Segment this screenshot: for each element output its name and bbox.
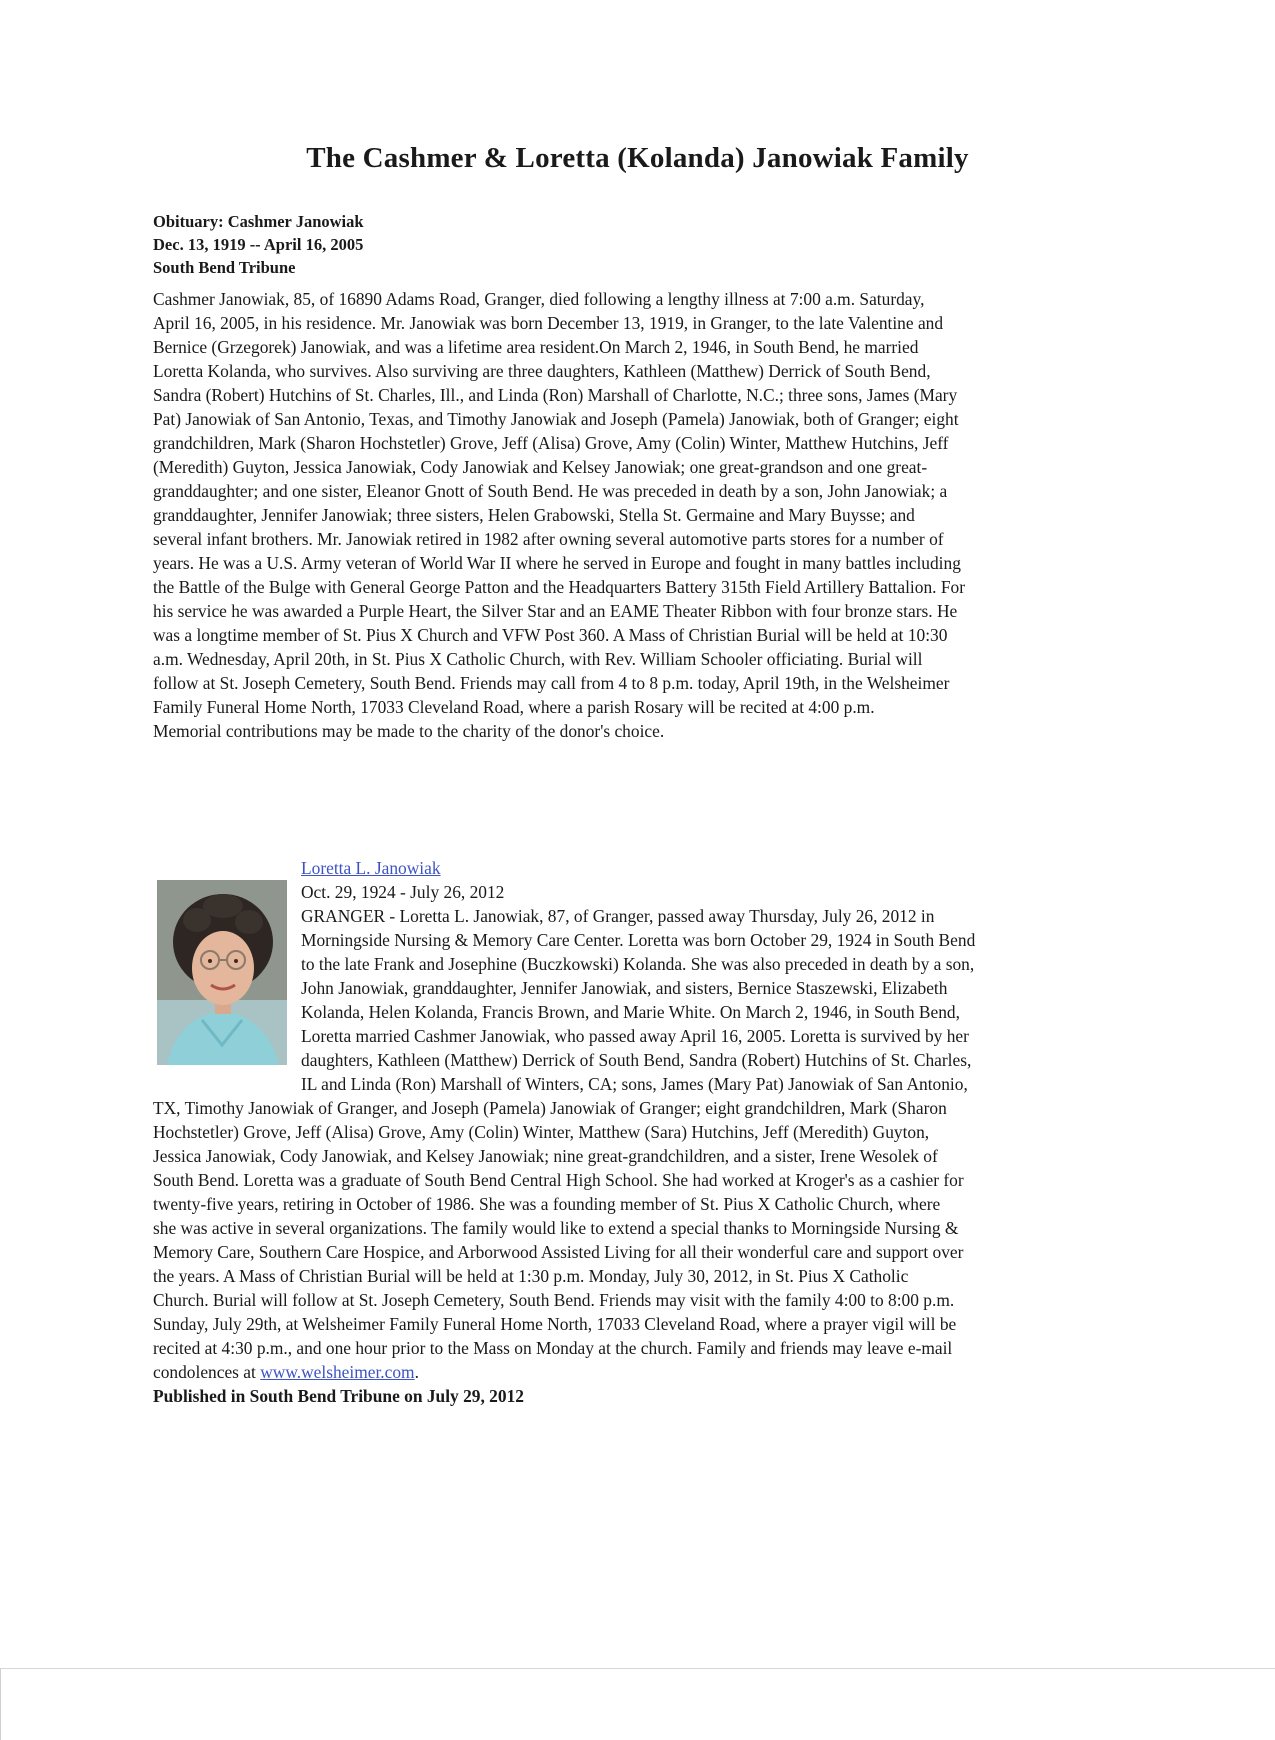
text-line: Memorial contributions may be made to the charity of the donor's choice. xyxy=(153,721,665,741)
text-line: Family Funeral Home North, 17033 Cleveland Road, where a parish Rosary will be recited at 4:00 p.m. xyxy=(153,697,875,717)
text-line: the years. A Mass of Christian Burial will be held at 1:30 p.m. Monday, July 30, 2012, in St. Pius X Catholic xyxy=(153,1266,909,1286)
loretta-portrait-photo xyxy=(157,880,287,1065)
text-line: a.m. Wednesday, April 20th, in St. Pius X Catholic Church, with Rev. William Schooler officiating. Burial will xyxy=(153,649,923,669)
text-line: twenty-five years, retiring in October of 1986. She was a founding member of St. Pius X Catholic Church, where xyxy=(153,1194,941,1214)
scan-edge-line xyxy=(0,1668,1275,1669)
text-line: granddaughter; and one sister, Eleanor Gnott of South Bend. He was preceded in death by a son, John Janowiak; a xyxy=(153,481,948,501)
text-line: GRANGER - Loretta L. Janowiak, 87, of Granger, passed away Thursday, July 26, 2012 in xyxy=(301,906,935,926)
text-line: the Battle of the Bulge with General George Patton and the Headquarters Battery 315th Field Artillery Battalion. For xyxy=(153,577,966,597)
text-line: Loretta Kolanda, who survives. Also surviving are three daughters, Kathleen (Matthew) Derrick of South Bend, xyxy=(153,361,931,381)
text-line: follow at St. Joseph Cemetery, South Bend. Friends may call from 4 to 8 p.m. today, April 19th, in the Welsheimer xyxy=(153,673,950,693)
loretta-obituary-intro xyxy=(301,856,1161,1096)
text-line: daughters, Kathleen (Matthew) Derrick of South Bend, Sandra (Robert) Hutchins of St. Charles, xyxy=(301,1050,972,1070)
condolences-suffix: . xyxy=(414,1362,419,1382)
text-line: his service he was awarded a Purple Heart, the Silver Star and an EAME Theater Ribbon with four bronze stars. He xyxy=(153,601,958,621)
text-line: (Meredith) Guyton, Jessica Janowiak, Cody Janowiak and Kelsey Janowiak; one great-grandson and one great- xyxy=(153,457,928,477)
obituary-source: South Bend Tribune xyxy=(153,258,296,277)
text-line: to the late Frank and Josephine (Buczkowski) Kolanda. She was also preceded in death by a son, xyxy=(301,954,975,974)
text-line: several infant brothers. Mr. Janowiak retired in 1982 after owning several automotive parts stores for a number of xyxy=(153,529,944,549)
welsheimer-website-link[interactable]: www.welsheimer.com xyxy=(260,1362,415,1382)
text-line: Cashmer Janowiak, 85, of 16890 Adams Road, Granger, died following a lengthy illness at 7:00 a.m. Saturday, xyxy=(153,289,925,309)
text-line: Bernice (Grzegorek) Janowiak, and was a lifetime area resident.On March 2, 1946, in South Bend, he married xyxy=(153,337,919,357)
text-line: Sunday, July 29th, at Welsheimer Family Funeral Home North, 17033 Cleveland Road, where a prayer vigil will be xyxy=(153,1314,957,1334)
loretta-obituary-text xyxy=(153,1096,1153,1408)
text-line: was a longtime member of St. Pius X Church and VFW Post 360. A Mass of Christian Burial will be held at 10:30 xyxy=(153,625,948,645)
text-line: grandchildren, Mark (Sharon Hochstetler) Grove, Jeff (Alisa) Grove, Amy (Colin) Winter, Matthew Hutchins, Jeff xyxy=(153,433,949,453)
text-line: Church. Burial will follow at St. Joseph Cemetery, South Bend. Friends may visit with the family 4:00 to 8:00 p.m. xyxy=(153,1290,955,1310)
text-line: Hochstetler) Grove, Jeff (Alisa) Grove, Amy (Colin) Winter, Matthew (Sara) Hutchins, Jeff (Meredith) Guyton, xyxy=(153,1122,930,1142)
text-line: granddaughter, Jennifer Janowiak; three sisters, Helen Grabowski, Stella St. Germaine and Mary Buysse; and xyxy=(153,505,915,525)
text-line: Sandra (Robert) Hutchins of St. Charles, Ill., and Linda (Ron) Marshall of Charlotte, N.C.; three sons, James (Mary xyxy=(153,385,958,405)
text-line: Memory Care, Southern Care Hospice, and Arborwood Assisted Living for all their wonderful care and support over xyxy=(153,1242,964,1262)
loretta-dates: Oct. 29, 1924 - July 26, 2012 xyxy=(301,882,505,902)
text-line: IL and Linda (Ron) Marshall of Winters, CA; sons, James (Mary Pat) Janowiak of San Antonio, xyxy=(301,1074,968,1094)
text-line: TX, Timothy Janowiak of Granger, and Joseph (Pamela) Janowiak of Granger; eight grandchildren, Mark (Sharon xyxy=(153,1098,947,1118)
published-note: Published in South Bend Tribune on July 29, 2012 xyxy=(153,1386,524,1406)
condolences-prefix: condolences at xyxy=(153,1362,261,1382)
text-line: Loretta married Cashmer Janowiak, who passed away April 16, 2005. Loretta is survived by her xyxy=(301,1026,969,1046)
text-line: recited at 4:30 p.m., and one hour prior to the Mass on Monday at the church. Family and friends may leave e-mail xyxy=(153,1338,953,1358)
page-title: The Cashmer & Loretta (Kolanda) Janowiak Family xyxy=(306,142,969,174)
text-line: Jessica Janowiak, Cody Janowiak, and Kelsey Janowiak; nine great-grandchildren, and a sister, Irene Wesolek of xyxy=(153,1146,938,1166)
text-line: Kolanda, Helen Kolanda, Francis Brown, and Marie White. On March 2, 1946, in South Bend, xyxy=(301,1002,960,1022)
loretta-name-link[interactable]: Loretta L. Janowiak xyxy=(301,858,441,878)
text-line: Pat) Janowiak of San Antonio, Texas, and Timothy Janowiak and Joseph (Pamela) Janowiak, both of Granger; eight xyxy=(153,409,959,429)
text-line: she was active in several organizations. The family would like to extend a special thanks to Morningside Nursing & xyxy=(153,1218,959,1238)
text-line: years. He was a U.S. Army veteran of World War II where he served in Europe and fought in many battles including xyxy=(153,553,961,573)
text-line: Morningside Nursing & Memory Care Center. Loretta was born October 29, 1924 in South Bend xyxy=(301,930,976,950)
cashmer-obituary-text xyxy=(153,287,1153,743)
obituary-dates: Dec. 13, 1919 -- April 16, 2005 xyxy=(153,235,364,254)
cashmer-obituary-header xyxy=(153,210,364,279)
text-line: John Janowiak, granddaughter, Jennifer Janowiak, and sisters, Bernice Staszewski, Elizabeth xyxy=(301,978,948,998)
obituary-heading: Obituary: Cashmer Janowiak xyxy=(153,212,364,231)
scan-edge-left xyxy=(0,1668,1,1740)
text-line: South Bend. Loretta was a graduate of South Bend Central High School. She had worked at Kroger's as a cashier for xyxy=(153,1170,964,1190)
text-line: April 16, 2005, in his residence. Mr. Janowiak was born December 13, 1919, in Granger, to the late Valentine and xyxy=(153,313,944,333)
condolences-line xyxy=(153,1360,1153,1384)
